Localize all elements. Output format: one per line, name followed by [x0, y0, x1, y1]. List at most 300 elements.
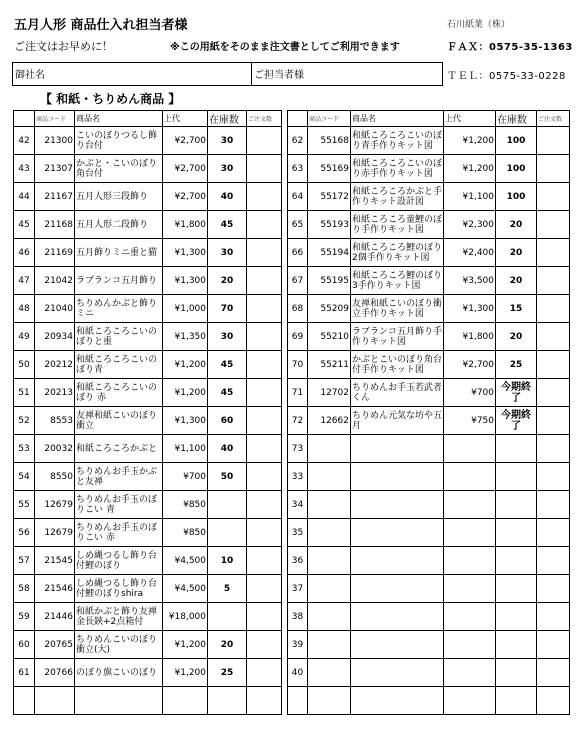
list-price: ¥4,500	[163, 575, 208, 603]
list-price: ¥1,300	[444, 295, 496, 323]
header-name: 商品名	[351, 111, 444, 127]
product-name: しめ縄つるし飾り台付鯉のぼりshira	[75, 575, 163, 603]
order-qty-input[interactable]	[247, 491, 282, 519]
list-price: ¥850	[163, 491, 208, 519]
stock-count: 25	[208, 659, 247, 687]
table-row	[14, 295, 282, 323]
row-number: 34	[288, 491, 308, 519]
product-name: のぼり旗こいのぼり	[75, 659, 163, 687]
row-number: 36	[288, 547, 308, 575]
stock-count	[496, 687, 537, 715]
order-qty-input[interactable]	[247, 575, 282, 603]
order-qty-input[interactable]	[247, 659, 282, 687]
row-number: 50	[14, 351, 35, 379]
table-row	[288, 211, 570, 239]
order-qty-input[interactable]	[537, 547, 570, 575]
product-code	[35, 687, 75, 715]
list-price: ¥1,300	[163, 267, 208, 295]
product-code	[308, 631, 351, 659]
row-number: 44	[14, 183, 35, 211]
product-table-left	[13, 110, 282, 715]
order-qty-input[interactable]	[247, 211, 282, 239]
product-name	[351, 519, 444, 547]
list-price: ¥1,300	[163, 407, 208, 435]
stock-count: 20	[496, 211, 537, 239]
row-number: 47	[14, 267, 35, 295]
product-code: 55194	[308, 239, 351, 267]
product-name: ちりめんこいのぼり衝立(大)	[75, 631, 163, 659]
order-qty-input[interactable]	[537, 211, 570, 239]
list-price: ¥1,200	[163, 631, 208, 659]
order-qty-input[interactable]	[537, 127, 570, 155]
stock-count: 20	[496, 267, 537, 295]
stock-count	[496, 491, 537, 519]
page-title: 五月人形 商品仕入れ担当者様	[14, 18, 188, 33]
stock-count: 30	[208, 155, 247, 183]
order-qty-input[interactable]	[247, 519, 282, 547]
product-code: 20934	[35, 323, 75, 351]
order-qty-input[interactable]	[537, 183, 570, 211]
list-price	[444, 491, 496, 519]
order-qty-input[interactable]	[247, 267, 282, 295]
order-qty-input[interactable]	[247, 155, 282, 183]
stock-count: 45	[208, 211, 247, 239]
table-row	[14, 323, 282, 351]
stock-count: 30	[208, 239, 247, 267]
stock-count: 60	[208, 407, 247, 435]
order-qty-input[interactable]	[247, 631, 282, 659]
stock-count	[496, 463, 537, 491]
table-row	[288, 239, 570, 267]
row-number: 59	[14, 603, 35, 631]
row-number: 57	[14, 547, 35, 575]
product-code: 55193	[308, 211, 351, 239]
table-row	[288, 687, 570, 715]
product-code: 21545	[35, 547, 75, 575]
row-number: 71	[288, 379, 308, 407]
product-code: 21546	[35, 575, 75, 603]
product-code	[308, 575, 351, 603]
stock-count: 40	[208, 183, 247, 211]
product-name: 和紙ころころかぶと	[75, 435, 163, 463]
product-code	[308, 519, 351, 547]
row-number: 33	[288, 463, 308, 491]
list-price	[444, 575, 496, 603]
row-number: 69	[288, 323, 308, 351]
row-number: 52	[14, 407, 35, 435]
table-row	[14, 575, 282, 603]
row-number: 42	[14, 127, 35, 155]
section-title: 【 和紙・ちりめん商品 】	[40, 92, 181, 106]
product-code: 55211	[308, 351, 351, 379]
order-qty-input[interactable]	[537, 239, 570, 267]
table-row	[288, 659, 570, 687]
list-price: ¥1,200	[444, 155, 496, 183]
row-number: 68	[288, 295, 308, 323]
header-price: 上代	[444, 111, 496, 127]
stock-count	[496, 547, 537, 575]
row-number: 38	[288, 603, 308, 631]
table-row	[14, 491, 282, 519]
product-name: ラブランコ五月飾り手作りキット図	[351, 323, 444, 351]
stock-count: 20	[208, 267, 247, 295]
list-price: ¥2,400	[444, 239, 496, 267]
row-number	[288, 687, 308, 715]
stock-count: 10	[208, 547, 247, 575]
order-qty-input[interactable]	[537, 659, 570, 687]
table-row	[288, 407, 570, 435]
product-code: 8550	[35, 463, 75, 491]
row-number: 66	[288, 239, 308, 267]
row-number	[14, 687, 35, 715]
order-qty-input[interactable]	[247, 183, 282, 211]
row-number: 65	[288, 211, 308, 239]
product-name: 五月人形二段飾り	[75, 211, 163, 239]
order-qty-input[interactable]	[247, 603, 282, 631]
product-code: 20765	[35, 631, 75, 659]
row-number: 39	[288, 631, 308, 659]
row-number: 58	[14, 575, 35, 603]
product-code	[308, 547, 351, 575]
row-number: 63	[288, 155, 308, 183]
list-price: ¥1,300	[163, 239, 208, 267]
table-row	[14, 659, 282, 687]
stock-count	[208, 687, 247, 715]
stock-count	[208, 603, 247, 631]
company-name: 石川紙業（株）	[447, 20, 511, 30]
row-number: 37	[288, 575, 308, 603]
stock-count: 今期終了	[496, 407, 537, 435]
row-number: 43	[14, 155, 35, 183]
table-row	[14, 631, 282, 659]
product-name: 友禅和紙こいのぼり衝立	[75, 407, 163, 435]
order-qty-input[interactable]	[247, 239, 282, 267]
product-name: 友禅和紙こいのぼり衝立手作りキット図	[351, 295, 444, 323]
product-code: 12679	[35, 519, 75, 547]
order-qty-input[interactable]	[247, 295, 282, 323]
table-row	[14, 379, 282, 407]
table-row	[14, 211, 282, 239]
order-qty-input[interactable]	[537, 603, 570, 631]
list-price: ¥2,300	[444, 211, 496, 239]
product-name: 和紙ころころこいのぼりと重	[75, 323, 163, 351]
table-row	[14, 407, 282, 435]
table-row	[14, 351, 282, 379]
table-row	[288, 295, 570, 323]
product-name	[351, 463, 444, 491]
product-name: 和紙ころころ童鯉のぼり手作りキット図	[351, 211, 444, 239]
stock-count: 100	[496, 183, 537, 211]
table-row	[288, 491, 570, 519]
order-qty-input[interactable]	[537, 407, 570, 435]
product-name: ラブランコ五月飾り	[75, 267, 163, 295]
table-row	[14, 435, 282, 463]
order-qty-input[interactable]	[537, 295, 570, 323]
order-qty-input[interactable]	[247, 547, 282, 575]
row-number: 40	[288, 659, 308, 687]
product-table-right	[287, 110, 570, 715]
order-qty-input[interactable]	[537, 379, 570, 407]
header-price: 上代	[163, 111, 208, 127]
product-code: 21042	[35, 267, 75, 295]
product-name: ちりめんかぶと飾りミニ	[75, 295, 163, 323]
list-price: ¥1,800	[163, 211, 208, 239]
list-price: ¥2,700	[163, 183, 208, 211]
product-code: 12662	[308, 407, 351, 435]
table-row	[288, 351, 570, 379]
person-field-label: ご担当者様	[254, 70, 304, 81]
product-name	[351, 547, 444, 575]
order-qty-input[interactable]	[537, 491, 570, 519]
product-code: 21169	[35, 239, 75, 267]
product-name: ちりめんお手玉かぶと友禅	[75, 463, 163, 491]
table-row	[14, 603, 282, 631]
stock-count: 20	[496, 239, 537, 267]
product-code: 55210	[308, 323, 351, 351]
tel-number: ＴＥＬ：0575-33-0228	[447, 71, 566, 82]
product-code: 55195	[308, 267, 351, 295]
order-qty-input[interactable]	[537, 631, 570, 659]
stock-count	[496, 435, 537, 463]
product-code	[308, 463, 351, 491]
person-field[interactable]	[251, 62, 443, 86]
order-qty-input[interactable]	[247, 687, 282, 715]
order-qty-input[interactable]	[537, 435, 570, 463]
product-code: 8553	[35, 407, 75, 435]
list-price: ¥1,200	[163, 351, 208, 379]
stock-count: 25	[496, 351, 537, 379]
product-code: 12679	[35, 491, 75, 519]
product-name: ちりめんお手玉のぼりこい 赤	[75, 519, 163, 547]
list-price: ¥3,500	[444, 267, 496, 295]
order-qty-input[interactable]	[247, 323, 282, 351]
row-number: 73	[288, 435, 308, 463]
order-qty-input[interactable]	[247, 127, 282, 155]
list-price: ¥700	[163, 463, 208, 491]
stock-count	[496, 519, 537, 547]
stock-count	[208, 519, 247, 547]
row-number: 60	[14, 631, 35, 659]
row-number: 61	[14, 659, 35, 687]
row-number: 53	[14, 435, 35, 463]
stock-count: 50	[208, 463, 247, 491]
table-row	[288, 435, 570, 463]
product-name	[351, 631, 444, 659]
table-row	[14, 155, 282, 183]
row-number: 70	[288, 351, 308, 379]
stock-count: 45	[208, 379, 247, 407]
product-name: 和紙ころころこいのぼり青	[75, 351, 163, 379]
row-number: 67	[288, 267, 308, 295]
row-number: 48	[14, 295, 35, 323]
product-name: 五月人形三段飾り	[75, 183, 163, 211]
product-code: 12702	[308, 379, 351, 407]
stock-count: 30	[208, 323, 247, 351]
table-row	[14, 127, 282, 155]
list-price: ¥1,100	[444, 183, 496, 211]
order-note: ご注文はお早めに！	[14, 40, 113, 53]
product-name: 五月飾りミニ重と猫	[75, 239, 163, 267]
product-code	[308, 603, 351, 631]
product-name: かぶとこいのぼり角台付手作りキット図	[351, 351, 444, 379]
stock-count: 30	[208, 127, 247, 155]
product-code: 55169	[308, 155, 351, 183]
product-name: ちりめんお手玉若武者くん	[351, 379, 444, 407]
table-row	[288, 547, 570, 575]
product-name	[351, 575, 444, 603]
table-row	[288, 519, 570, 547]
row-number: 51	[14, 379, 35, 407]
product-name: 和紙ころころこいのぼり赤手作りキット図	[351, 155, 444, 183]
product-code: 21446	[35, 603, 75, 631]
product-code: 20766	[35, 659, 75, 687]
list-price: ¥1,800	[444, 323, 496, 351]
table-header-row	[288, 111, 570, 127]
stock-count: 5	[208, 575, 247, 603]
product-code: 21168	[35, 211, 75, 239]
order-qty-input[interactable]	[247, 379, 282, 407]
product-code: 20032	[35, 435, 75, 463]
order-qty-input[interactable]	[537, 323, 570, 351]
product-code: 21300	[35, 127, 75, 155]
product-name	[351, 491, 444, 519]
stock-count: 20	[208, 631, 247, 659]
table-row	[14, 519, 282, 547]
stock-count: 15	[496, 295, 537, 323]
stock-count: 今期終了	[496, 379, 537, 407]
order-qty-input[interactable]	[247, 463, 282, 491]
list-price	[163, 687, 208, 715]
header-no	[288, 111, 308, 127]
product-name: 和紙ころころこいのぼり 赤	[75, 379, 163, 407]
stock-count: 20	[496, 323, 537, 351]
list-price: ¥750	[444, 407, 496, 435]
stock-count: 100	[496, 127, 537, 155]
stock-count	[208, 491, 247, 519]
list-price: ¥1,200	[444, 127, 496, 155]
table-row	[288, 323, 570, 351]
list-price: ¥700	[444, 379, 496, 407]
list-price: ¥2,700	[444, 351, 496, 379]
product-code: 55172	[308, 183, 351, 211]
list-price: ¥1,350	[163, 323, 208, 351]
product-code: 21167	[35, 183, 75, 211]
row-number: 45	[14, 211, 35, 239]
product-name: 和紙ころころこいのぼり青手作りキット図	[351, 127, 444, 155]
row-number: 56	[14, 519, 35, 547]
product-code: 55168	[308, 127, 351, 155]
product-code: 21307	[35, 155, 75, 183]
order-qty-input[interactable]	[537, 351, 570, 379]
fax-number: ＦＡＸ：0575-35-1363	[447, 42, 573, 53]
product-name: ちりめん元気な坊や五月	[351, 407, 444, 435]
product-code	[308, 687, 351, 715]
list-price: ¥1,100	[163, 435, 208, 463]
row-number: 46	[14, 239, 35, 267]
form-note: ※この用紙をそのまま注文書としてご利用できます	[170, 42, 400, 53]
list-price: ¥1,000	[163, 295, 208, 323]
product-name	[351, 687, 444, 715]
table-row	[288, 603, 570, 631]
list-price: ¥2,700	[163, 155, 208, 183]
header-code: 商品コード	[308, 111, 351, 127]
row-number: 49	[14, 323, 35, 351]
product-name: 和紙ころころかぶと手作りキット設計図	[351, 183, 444, 211]
product-code: 21040	[35, 295, 75, 323]
table-row	[288, 575, 570, 603]
order-qty-input[interactable]	[537, 575, 570, 603]
product-name: ちりめんお手玉のぼりこい 青	[75, 491, 163, 519]
product-code: 20213	[35, 379, 75, 407]
order-qty-input[interactable]	[537, 267, 570, 295]
list-price	[444, 435, 496, 463]
product-name	[351, 603, 444, 631]
table-row	[14, 239, 282, 267]
product-name: 和紙ころころ鯉のぼり3手作りキット図	[351, 267, 444, 295]
product-code: 55209	[308, 295, 351, 323]
stock-count	[496, 575, 537, 603]
order-qty-input[interactable]	[247, 351, 282, 379]
table-row	[288, 267, 570, 295]
header-code: 商品コード	[35, 111, 75, 127]
product-name: こいのぼりつるし飾り台付	[75, 127, 163, 155]
list-price	[444, 659, 496, 687]
list-price	[444, 519, 496, 547]
header-order: ご注文数	[537, 111, 570, 127]
order-qty-input[interactable]	[247, 407, 282, 435]
product-name	[351, 659, 444, 687]
list-price	[444, 547, 496, 575]
product-name	[351, 435, 444, 463]
table-row	[288, 127, 570, 155]
table-row	[14, 547, 282, 575]
list-price	[444, 603, 496, 631]
stock-count	[496, 631, 537, 659]
stock-count	[496, 603, 537, 631]
list-price	[444, 463, 496, 491]
table-row	[14, 463, 282, 491]
product-name: 和紙かぶと飾り友禅金長鋏+2点箱付	[75, 603, 163, 631]
order-qty-input[interactable]	[247, 435, 282, 463]
table-row	[288, 463, 570, 491]
list-price	[444, 631, 496, 659]
list-price: ¥18,000	[163, 603, 208, 631]
row-number: 62	[288, 127, 308, 155]
stock-count: 70	[208, 295, 247, 323]
row-number: 35	[288, 519, 308, 547]
product-name: かぶと・こいのぼり角台付	[75, 155, 163, 183]
product-name: 和紙ころころ鯉のぼり2個手作りキット図	[351, 239, 444, 267]
stock-count: 100	[496, 155, 537, 183]
header-name: 商品名	[75, 111, 163, 127]
list-price: ¥1,200	[163, 659, 208, 687]
table-row	[288, 379, 570, 407]
order-qty-input[interactable]	[537, 687, 570, 715]
row-number: 54	[14, 463, 35, 491]
order-qty-input[interactable]	[537, 155, 570, 183]
header-no	[14, 111, 35, 127]
stock-count	[496, 659, 537, 687]
list-price	[444, 687, 496, 715]
table-row	[14, 183, 282, 211]
order-qty-input[interactable]	[537, 463, 570, 491]
order-qty-input[interactable]	[537, 519, 570, 547]
row-number: 64	[288, 183, 308, 211]
company-field[interactable]	[12, 62, 252, 86]
header-order: ご注文数	[247, 111, 282, 127]
table-row	[14, 687, 282, 715]
table-row	[288, 631, 570, 659]
